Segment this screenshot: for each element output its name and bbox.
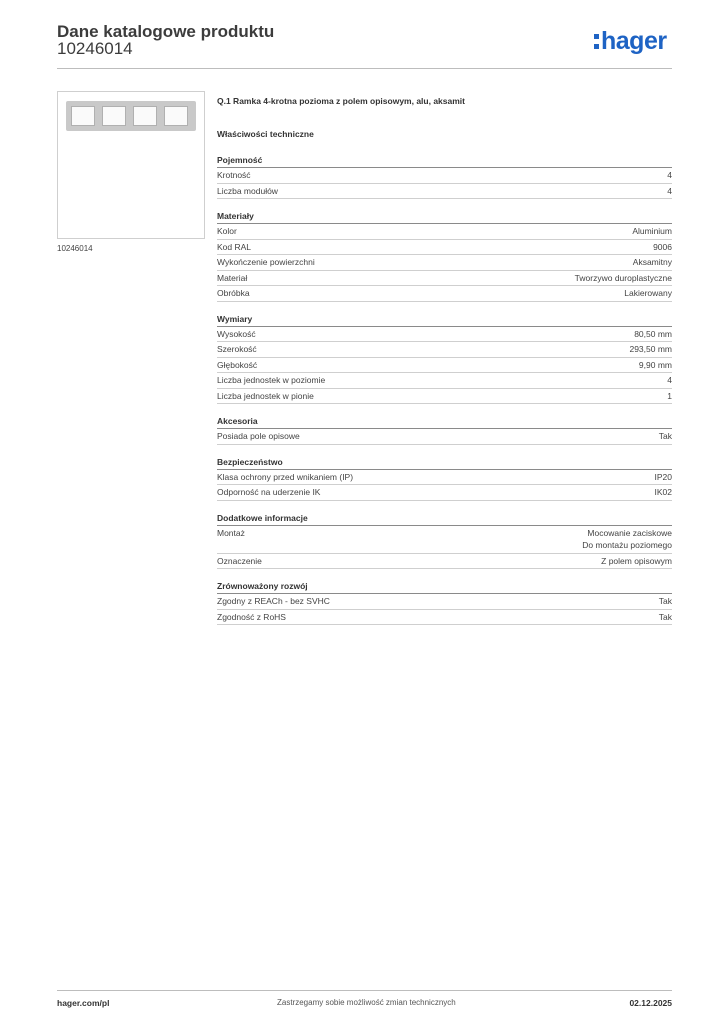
footer-date: 02.12.2025: [629, 998, 672, 1008]
spec-value-line: Mocowanie zaciskowe: [587, 527, 672, 538]
spec-content: [217, 95, 672, 625]
spec-row: [217, 554, 672, 570]
spec-value: [667, 185, 672, 198]
spec-value: [601, 555, 672, 568]
spec-value-line: IP20: [654, 471, 672, 482]
spec-value-line: 80,50 mm: [634, 328, 672, 339]
spec-label: Zgodność z RoHS: [217, 611, 286, 622]
spec-label: Klasa ochrony przed wnikaniem (IP): [217, 471, 354, 482]
spec-section: [217, 580, 672, 625]
spec-value-line: Tak: [658, 611, 672, 622]
page-title: Dane katalogowe produktu: [57, 22, 275, 41]
spec-value: [667, 374, 672, 387]
spec-value: [659, 595, 672, 608]
spec-row: [217, 184, 672, 200]
spec-row: [217, 224, 672, 240]
section-title: Wymiary: [217, 313, 672, 327]
spec-value-line: Z polem opisowym: [601, 555, 672, 566]
spec-value-line: 4: [667, 170, 672, 180]
spec-value: [655, 486, 673, 499]
hager-logo: [594, 27, 667, 55]
spec-value-line: Tak: [658, 596, 672, 606]
spec-value-line: 4: [667, 375, 672, 385]
spec-value: [624, 287, 672, 300]
frame-4-gang-picture: [66, 101, 196, 131]
spec-value-line: 9,90 mm: [638, 359, 672, 370]
spec-label: Liczba jednostek w poziomie: [217, 375, 326, 385]
spec-row: [217, 327, 672, 343]
spec-value-line: 9006: [653, 241, 672, 252]
spec-row: [217, 594, 672, 610]
spec-row: [217, 358, 672, 374]
spec-row: [217, 168, 672, 184]
spec-sections: [217, 154, 672, 625]
technical-properties-title: Właściwości techniczne: [217, 129, 314, 139]
spec-label: Głębokość: [217, 359, 258, 370]
spec-value: [634, 328, 672, 341]
footer-divider: [57, 990, 672, 991]
spec-row: [217, 429, 672, 445]
spec-row: [217, 271, 672, 287]
spec-section: [217, 456, 672, 501]
spec-label: Liczba jednostek w pionie: [217, 390, 314, 401]
spec-value: [575, 272, 672, 285]
section-title: Bezpieczeństwo: [217, 456, 672, 470]
spec-label: Materiał: [217, 272, 248, 283]
spec-row: [217, 389, 672, 405]
spec-section: [217, 210, 672, 302]
spec-value-line: 1: [667, 390, 672, 401]
spec-row: [217, 470, 672, 486]
spec-section: [217, 313, 672, 405]
header-divider: [57, 68, 672, 69]
spec-row: [217, 485, 672, 501]
spec-value-line: Tak: [658, 431, 672, 441]
spec-value-line: Do montażu poziomego: [582, 540, 672, 550]
spec-value: [582, 527, 672, 552]
spec-label: Zgodny z REACh - bez SVHC: [217, 596, 330, 606]
product-name: Q.1 Ramka 4-krotna pozioma z polem opisowym, alu, aksamit: [217, 96, 465, 106]
spec-value: [655, 471, 673, 484]
spec-value: [659, 611, 672, 624]
section-title: Pojemność: [217, 154, 672, 168]
spec-label: Posiada pole opisowe: [217, 431, 300, 441]
spec-value: [639, 359, 672, 372]
spec-label: Szerokość: [217, 344, 257, 354]
spec-label: Krotność: [217, 170, 251, 180]
frame-opening: [71, 106, 95, 126]
spec-value: [667, 169, 672, 182]
logo-dots-icon: [594, 32, 599, 52]
spec-value: [667, 390, 672, 403]
spec-section: [217, 512, 672, 570]
spec-row: [217, 342, 672, 358]
spec-label: Wykończenie powierzchni: [217, 257, 315, 267]
product-image: [57, 91, 205, 239]
footer-website-link[interactable]: hager.com/pl: [57, 998, 110, 1008]
spec-row: [217, 610, 672, 626]
spec-label: Wysokość: [217, 328, 256, 339]
footer-disclaimer: Zastrzegamy sobie możliwość zmian technicznych: [277, 998, 456, 1007]
spec-label: Kod RAL: [217, 241, 252, 252]
spec-row: [217, 286, 672, 302]
spec-value-line: IK02: [654, 487, 672, 497]
spec-value: [659, 430, 672, 443]
frame-opening: [133, 106, 157, 126]
spec-label: Oznaczenie: [217, 555, 262, 566]
spec-label: Kolor: [217, 226, 237, 236]
spec-section: [217, 154, 672, 199]
section-title: Dodatkowe informacje: [217, 512, 672, 526]
spec-value: [629, 343, 672, 356]
spec-section: [217, 415, 672, 445]
frame-opening: [164, 106, 188, 126]
spec-row: [217, 240, 672, 256]
spec-label: Odporność na uderzenie IK: [217, 487, 321, 497]
image-caption: 10246014: [57, 244, 93, 253]
spec-value-line: Aluminium: [632, 226, 672, 236]
product-code: 10246014: [57, 39, 133, 58]
spec-value: [633, 256, 672, 269]
spec-row: [217, 255, 672, 271]
logo-text: hager: [601, 27, 667, 55]
spec-value-line: 293,50 mm: [629, 344, 672, 354]
section-title: Akcesoria: [217, 415, 672, 429]
spec-row: [217, 526, 672, 554]
frame-opening: [102, 106, 126, 126]
spec-label: Montaż: [217, 527, 245, 538]
spec-value-line: Tworzywo duroplastyczne: [574, 272, 672, 283]
spec-row: [217, 373, 672, 389]
section-title: Materiały: [217, 210, 672, 224]
spec-value-line: Lakierowany: [624, 288, 672, 298]
section-title: Zrównoważony rozwój: [217, 580, 672, 594]
spec-value-line: 4: [667, 185, 672, 196]
spec-value: [653, 241, 672, 254]
spec-label: Obróbka: [217, 288, 250, 298]
spec-value-line: Aksamitny: [632, 257, 672, 267]
spec-value: [632, 225, 672, 238]
spec-label: Liczba modułów: [217, 185, 278, 196]
